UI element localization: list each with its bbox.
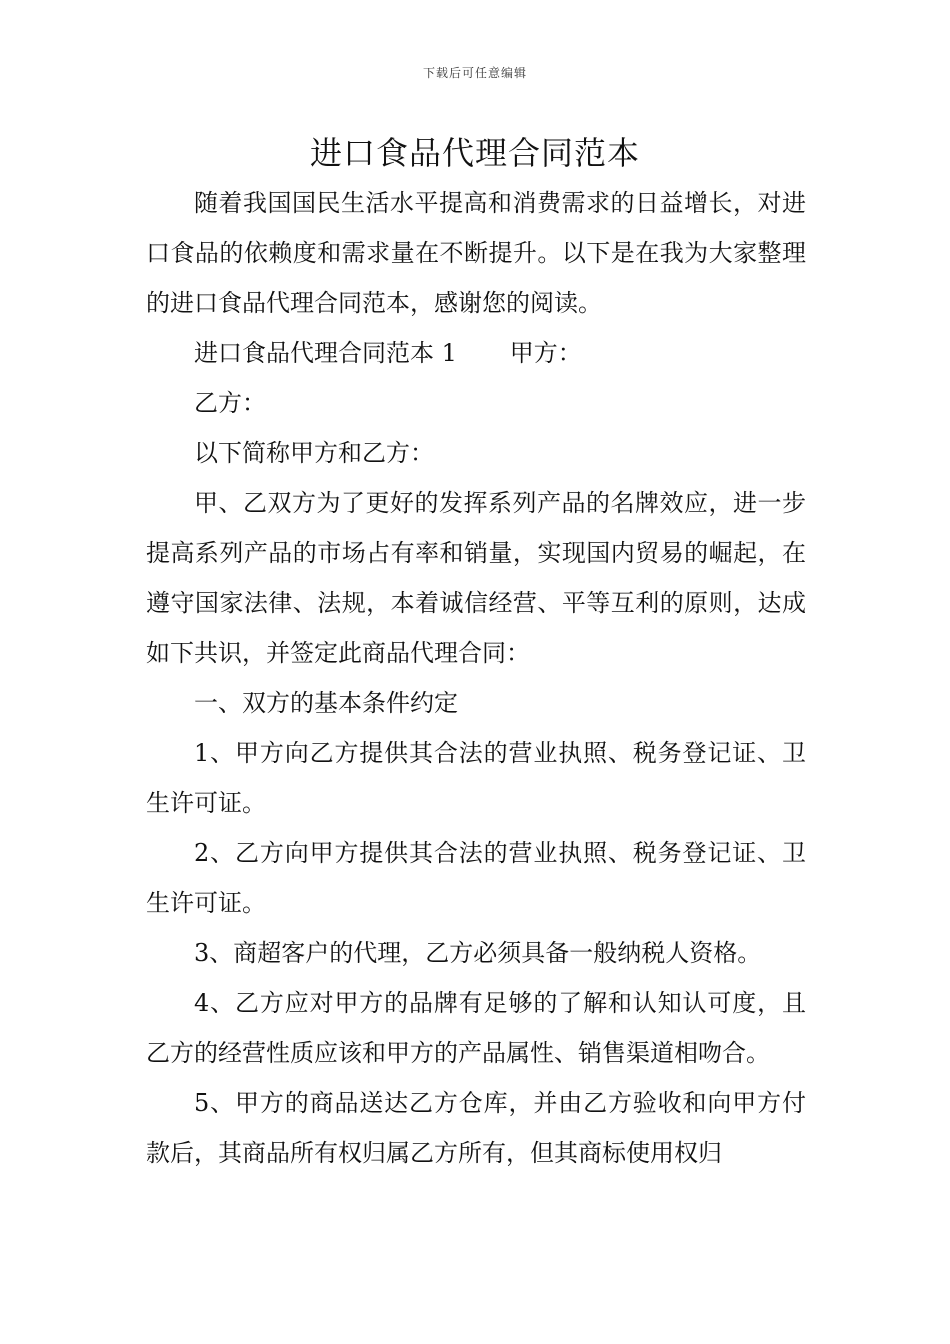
preamble-paragraph: 甲、乙双方为了更好的发挥系列产品的名牌效应，进一步提高系列产品的市场占有率和销量，实现国内贸易的崛起，在遵守国家法律、法规，本着诚信经营、平等互利的原则，达成如下共识，并签定此商品代理合同： xyxy=(146,489,806,667)
clause-4: 4、乙方应对甲方的品牌有足够的了解和认知认可度，且乙方的经营性质应该和甲方的产品属性、销售渠道相吻合。 xyxy=(146,989,806,1067)
abbreviation-line: 以下简称甲方和乙方： xyxy=(194,439,434,467)
section-1-heading: 一、双方的基本条件约定 xyxy=(194,689,458,717)
clause-1: 1、甲方向乙方提供其合法的营业执照、税务登记证、卫生许可证。 xyxy=(146,739,806,817)
contract-heading-line xyxy=(146,328,806,378)
clause-5: 5、甲方的商品送达乙方仓库，并由乙方验收和向甲方付款后，其商品所有权归属乙方所有，但其商标使用权归 xyxy=(146,1089,806,1167)
document-title: 进口食品代理合同范本 xyxy=(309,134,640,172)
page-header-note: 下载后可任意编辑 xyxy=(422,66,527,80)
intro-paragraph: 随着我国国民生活水平提高和消费需求的日益增长，对进口食品的依赖度和需求量在不断提升。以下是在我为大家整理的进口食品代理合同范本，感谢您的阅读。 xyxy=(146,189,806,317)
party-a-label: 甲方： xyxy=(509,339,582,367)
contract-heading: 进口食品代理合同范本 1 xyxy=(194,339,457,367)
clause-3: 3、商超客户的代理，乙方必须具备一般纳税人资格。 xyxy=(194,939,762,967)
document-body xyxy=(146,178,806,1178)
party-b-label: 乙方： xyxy=(194,389,266,417)
clause-2: 2、乙方向甲方提供其合法的营业执照、税务登记证、卫生许可证。 xyxy=(146,839,806,917)
